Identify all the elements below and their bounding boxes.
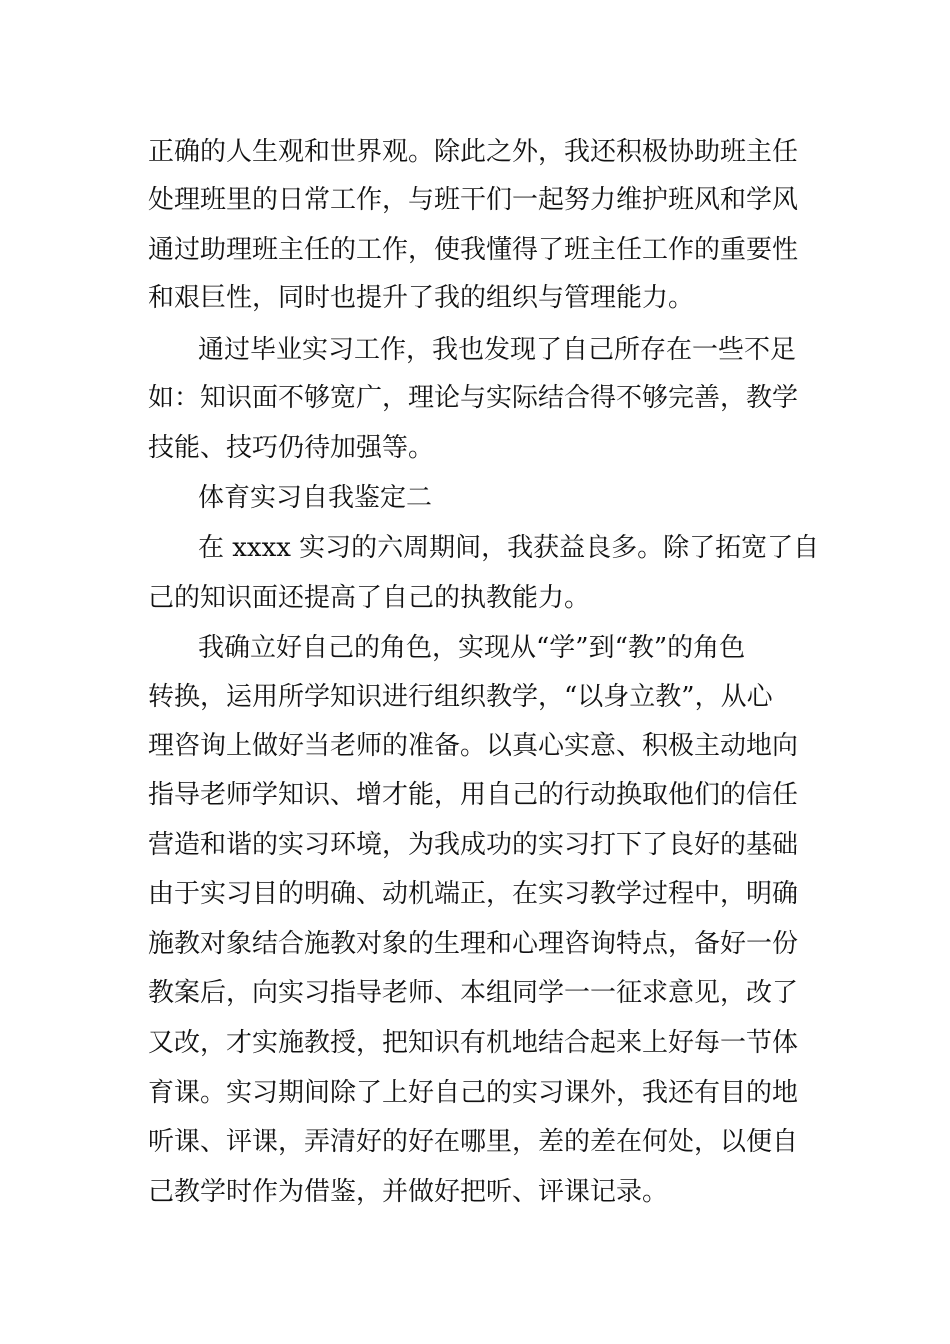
text-line: 正确的人生观和世界观。除此之外，我还积极协助班主任: [148, 137, 799, 167]
text-line: 处理班里的日常工作，与班干们一起努力维护班风和学风: [148, 185, 799, 215]
text-line: 理咨询上做好当老师的准备。以真心实意、积极主动地向: [148, 731, 799, 761]
text-line: 育课。实习期间除了上好自己的实习课外，我还有目的地: [148, 1078, 799, 1108]
text-line: 己教学时作为借鉴，并做好把听、评课记录。: [148, 1177, 669, 1207]
text-line: 如：知识面不够宽广，理论与实际结合得不够完善，教学: [148, 383, 799, 413]
text-line: 转换，运用所学知识进行组织教学，“以身立教”，从心: [148, 682, 773, 712]
section-heading: 体育实习自我鉴定二: [198, 483, 433, 513]
text-line: 己的知识面还提高了自己的执教能力。: [148, 583, 591, 613]
text-line: 和艰巨性，同时也提升了我的组织与管理能力。: [148, 283, 695, 313]
text-line: 技能、技巧仍待加强等。: [148, 433, 435, 463]
text-line: 指导老师学知识、增才能，用自己的行动换取他们的信任: [148, 780, 799, 810]
text-line: 听课、评课，弄清好的好在哪里，差的差在何处，以便自: [148, 1127, 799, 1157]
paragraph-first-line: 通过毕业实习工作，我也发现了自己所存在一些不足: [198, 335, 797, 365]
text-line: 又改，才实施教授，把知识有机地结合起来上好每一节体: [148, 1028, 799, 1058]
text-line: 通过助理班主任的工作，使我懂得了班主任工作的重要性: [148, 235, 799, 265]
paragraph-first-line: 我确立好自己的角色，实现从“学”到“教”的角色: [198, 633, 746, 663]
text-line: 施教对象结合施教对象的生理和心理咨询特点，备好一份: [148, 929, 799, 959]
text-line: 营造和谐的实习环境，为我成功的实习打下了良好的基础: [148, 830, 799, 860]
text-line: 教案后，向实习指导老师、本组同学一一征求意见，改了: [148, 978, 799, 1008]
text-line: 由于实习目的明确、动机端正，在实习教学过程中，明确: [148, 879, 799, 909]
paragraph-first-line: 在 xxxx 实习的六周期间，我获益良多。除了拓宽了自: [198, 533, 820, 563]
